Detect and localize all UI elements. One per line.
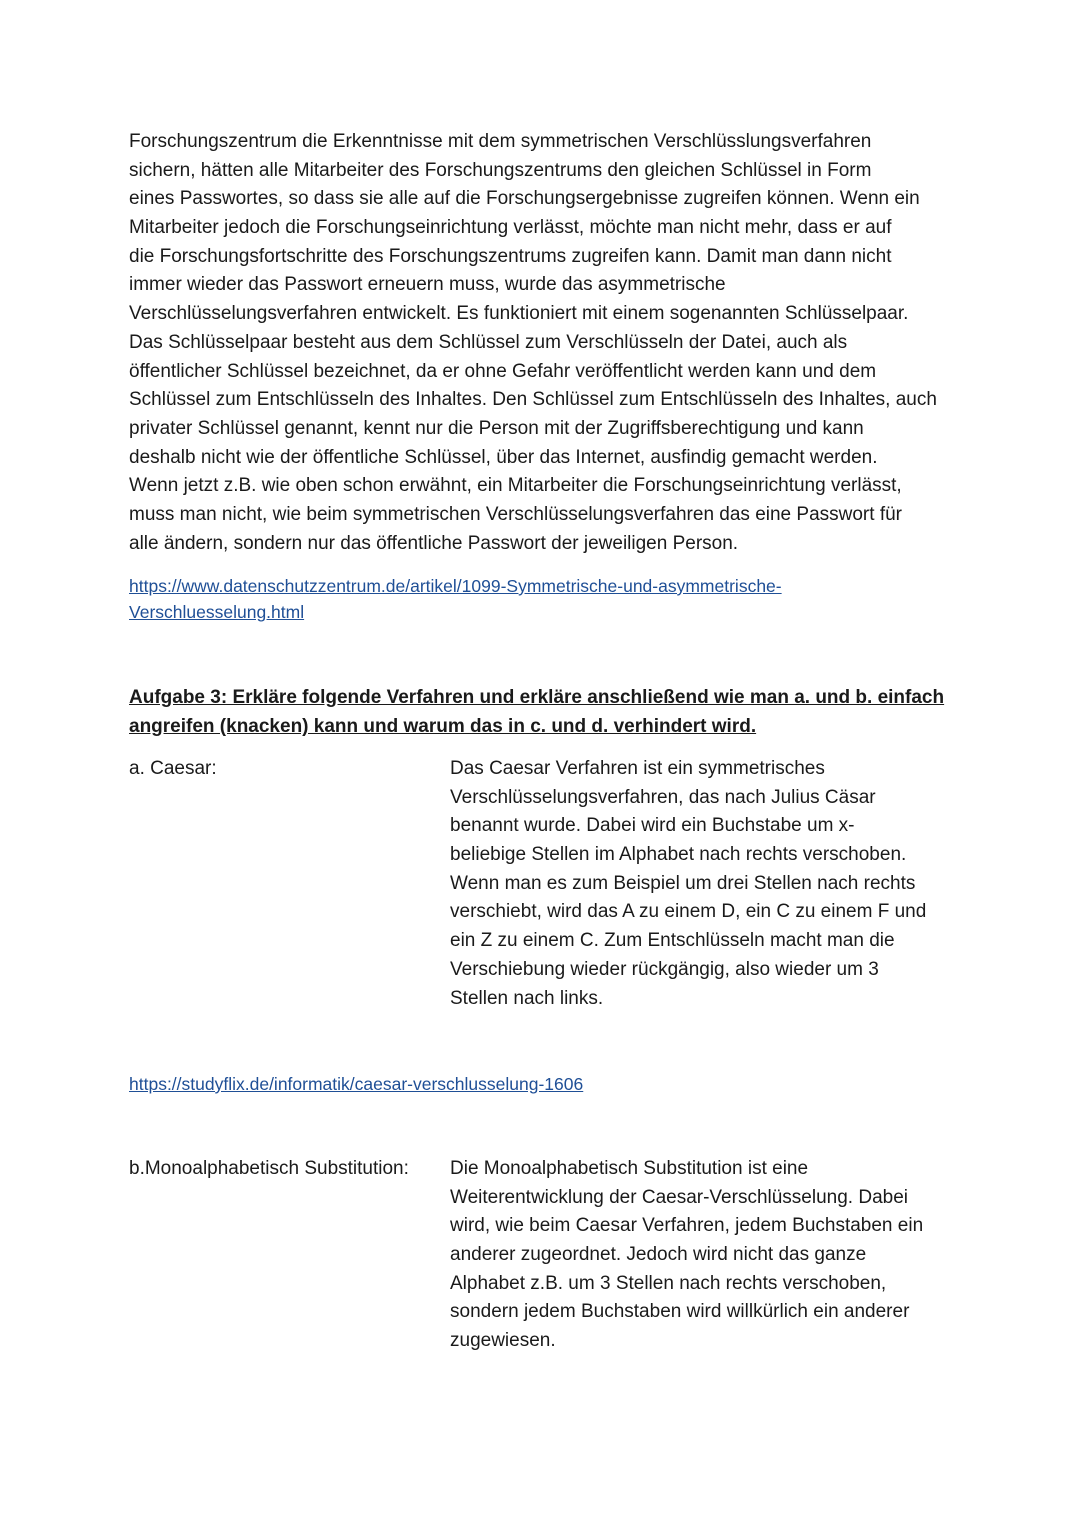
heading-line: angreifen (knacken) kann und warum das in c. und d. verhindert wird. — [129, 716, 757, 737]
description-line: zugewiesen. — [450, 1330, 556, 1352]
description-line: beliebige Stellen im Alphabet nach rechts verschoben. — [450, 844, 907, 866]
paragraph-line: immer wieder das Passwort erneuern muss, wurde das asymmetrische — [129, 274, 726, 296]
paragraph-line: öffentlicher Schlüssel bezeichnet, da er ohne Gefahr veröffentlicht werden kann und dem — [129, 360, 877, 382]
description-line: sondern jedem Buchstaben wird willkürlich ein anderer — [450, 1301, 910, 1323]
description-line: Weiterentwicklung der Caesar-Verschlüsselung. Dabei — [450, 1186, 908, 1208]
paragraph-line: Forschungszentrum die Erkenntnisse mit dem symmetrischen Verschlüsslungsverfahren — [129, 131, 872, 152]
link-line[interactable]: https://www.datenschutzzentrum.de/artikel/1099-Symmetrische-und-asymmetrische- — [129, 576, 782, 596]
monoalphabetic-label: b.Monoalphabetisch Substitution: — [129, 1158, 409, 1179]
description-line: Alphabet z.B. um 3 Stellen nach rechts verschoben, — [450, 1272, 887, 1294]
paragraph-line: Schlüssel zum Entschlüsseln des Inhaltes. Den Schlüssel zum Entschlüsseln des Inhaltes, auch — [129, 389, 937, 411]
paragraph-line: deshalb nicht wie der öffentliche Schlüssel, über das Internet, ausfindig gemacht werden. — [129, 446, 878, 468]
description-line: wird, wie beim Caesar Verfahren, jedem Buchstaben ein — [450, 1215, 924, 1237]
description-line: anderer zugeordnet. Jedoch wird nicht das ganze — [450, 1244, 867, 1266]
description-line: ein Z zu einem C. Zum Entschlüsseln macht man die — [450, 930, 895, 952]
paragraph-line: Das Schlüsselpaar besteht aus dem Schlüssel zum Verschlüsseln der Datei, auch als — [129, 331, 848, 353]
description-line: Wenn man es zum Beispiel um drei Stellen nach rechts — [450, 872, 916, 894]
paragraph-line: Verschlüsselungsverfahren entwickelt. Es funktioniert mit einem sogenannten Schlüsselpaar. — [129, 303, 909, 325]
link-line[interactable]: Verschluesselung.html — [129, 602, 305, 622]
paragraph-line: muss man nicht, wie beim symmetrischen Verschlüsselungsverfahren das eine Passwort für — [129, 503, 902, 525]
description-line: Verschiebung wieder rückgängig, also wieder um 3 — [450, 958, 879, 980]
description-line: Die Monoalphabetisch Substitution ist eine — [450, 1158, 809, 1179]
description-line: verschiebt, wird das A zu einem D, ein C zu einem F und — [450, 901, 927, 923]
source-link-studyflix[interactable] — [129, 1071, 583, 1097]
description-line: Stellen nach links. — [450, 987, 604, 1009]
paragraph-line: eines Passwortes, so dass sie alle auf die Forschungsergebnisse zugreifen können. Wenn ein — [129, 188, 920, 210]
description-line: Verschlüsselungsverfahren, das nach Julius Cäsar — [450, 786, 876, 808]
paragraph-line: Wenn jetzt z.B. wie oben schon erwähnt, ein Mitarbeiter die Forschungseinrichtung verlässt, — [129, 475, 902, 497]
monoalphabetic-description — [450, 1155, 960, 1356]
caesar-label: a. Caesar: — [129, 758, 217, 779]
description-line: Das Caesar Verfahren ist ein symmetrisches — [450, 758, 825, 779]
caesar-description — [450, 755, 960, 1013]
paragraph-line: Mitarbeiter jedoch die Forschungseinrichtung verlässt, möchte man nicht mehr, dass er auf — [129, 217, 892, 239]
description-line: benannt wurde. Dabei wird ein Buchstabe um x- — [450, 815, 855, 837]
intro-paragraph — [129, 128, 959, 558]
task-heading — [129, 683, 969, 741]
paragraph-line: privater Schlüssel genannt, kennt nur die Person mit der Zugriffsberechtigung und kann — [129, 417, 864, 439]
source-link-datenschutzzentrum[interactable] — [129, 573, 782, 625]
paragraph-line: die Forschungsfortschritte des Forschungszentrums zugreifen kann. Damit man dann nicht — [129, 245, 892, 267]
paragraph-line: sichern, hätten alle Mitarbeiter des Forschungszentrums den gleichen Schlüssel in Form — [129, 159, 872, 181]
paragraph-line: alle ändern, sondern nur das öffentliche Passwort der jeweiligen Person. — [129, 532, 739, 554]
link-line[interactable]: https://studyflix.de/informatik/caesar-verschlusselung-1606 — [129, 1074, 584, 1094]
heading-line: Aufgabe 3: Erkläre folgende Verfahren und erkläre anschließend wie man a. und b. einfach — [129, 687, 945, 708]
